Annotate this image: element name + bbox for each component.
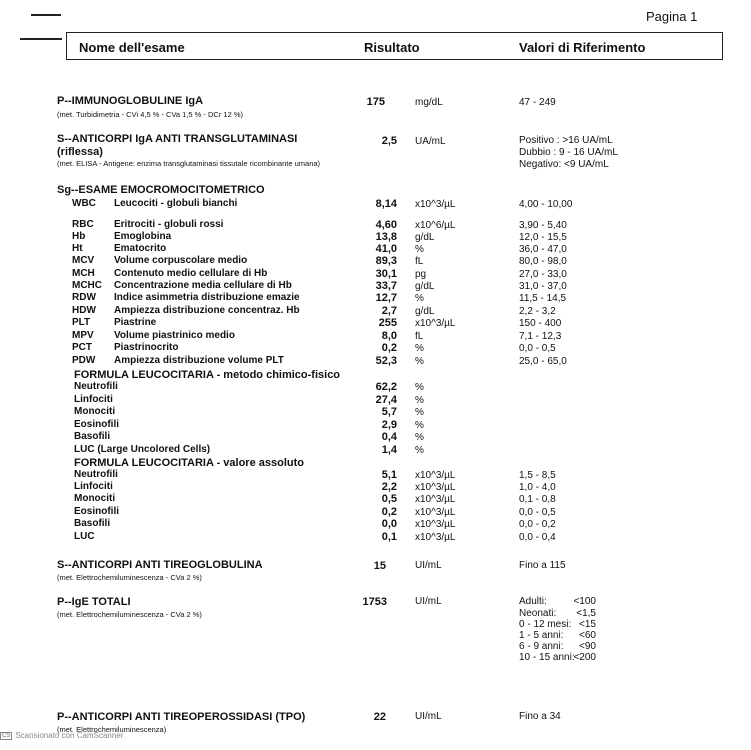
cbc-name: Concentrazione media cellulare di Hb bbox=[114, 280, 292, 291]
cbc-code: MPV bbox=[72, 330, 94, 341]
column-header-box bbox=[66, 32, 723, 60]
test-unit: UI/mL bbox=[415, 596, 442, 607]
cbc-name: Volume piastrinico medio bbox=[114, 330, 235, 341]
cbc-reference: 11,5 - 14,5 bbox=[519, 293, 567, 304]
test-method: (met. Elettrochemiluminescenza - CVa 2 %) bbox=[57, 610, 202, 619]
formula-pct-unit: % bbox=[415, 395, 424, 406]
formula-abs-name: Monociti bbox=[74, 493, 116, 504]
formula-pct-name: Monociti bbox=[74, 406, 116, 417]
cbc-code: MCV bbox=[72, 255, 95, 266]
formula-abs-unit: x10^3/µL bbox=[415, 494, 456, 505]
formula-pct-name: LUC (Large Uncolored Cells) bbox=[74, 444, 211, 455]
formula-pct-unit: % bbox=[415, 445, 424, 456]
formula-pct-name: Eosinofili bbox=[74, 419, 119, 430]
reference-line: Dubbio : 9 - 16 UA/mL bbox=[519, 147, 618, 158]
ige-ref-label: Adulti: bbox=[519, 596, 547, 607]
cbc-code: MCHC bbox=[72, 280, 102, 291]
cbc-unit: fL bbox=[415, 256, 424, 267]
formula-abs-unit: x10^3/µL bbox=[415, 532, 456, 543]
cbc-unit: g/dL bbox=[415, 281, 435, 292]
cbc-reference: 7,1 - 12,3 bbox=[519, 331, 562, 342]
cbc-name: Contenuto medio cellulare di Hb bbox=[114, 268, 268, 279]
cbc-code: Hb bbox=[72, 231, 86, 242]
test-method: (met. Elettrochemiluminescenza - CVa 2 %) bbox=[57, 573, 202, 582]
cbc-result: 8,14 bbox=[375, 198, 397, 210]
test-method: (met. ELISA - Antigene: enzima transglutaminasi tissutale ricombinante umana) bbox=[57, 159, 321, 168]
formula-abs-reference: 1,0 - 4,0 bbox=[519, 482, 556, 493]
test-title: P--IMMUNOGLOBULINE IgA bbox=[57, 95, 204, 107]
cbc-unit: pg bbox=[415, 269, 427, 280]
cbc-unit: x10^3/µL bbox=[415, 199, 456, 210]
formula-pct-name: Neutrofili bbox=[74, 381, 118, 392]
cbc-unit: % bbox=[415, 356, 424, 367]
test-title: S--ANTICORPI ANTI TIREOGLOBULINA bbox=[57, 559, 263, 571]
cbc-result: 0,2 bbox=[381, 342, 397, 354]
formula-pct-unit: % bbox=[415, 382, 424, 393]
cbc-reference: 31,0 - 37,0 bbox=[519, 281, 567, 292]
margin-rule-bottom bbox=[20, 38, 62, 40]
cbc-code: MCH bbox=[72, 268, 95, 279]
cbc-unit: % bbox=[415, 293, 424, 304]
scan-footer-text: Scansionato con CamScanner bbox=[15, 731, 124, 740]
ige-ref-label: Neonati: bbox=[519, 608, 557, 619]
column-header-result: Risultato bbox=[364, 40, 420, 55]
formula-abs-reference: 0,0 - 0,5 bbox=[519, 507, 556, 518]
cbc-result: 255 bbox=[378, 317, 397, 329]
cbc-reference: 12,0 - 15,5 bbox=[519, 232, 567, 243]
ige-ref-value: <1,5 bbox=[576, 608, 596, 619]
cbc-name: Emoglobina bbox=[114, 231, 172, 242]
test-result: 22 bbox=[373, 711, 386, 723]
formula-abs-name: LUC bbox=[74, 531, 95, 542]
cbc-code: HDW bbox=[72, 305, 96, 316]
formula-abs-reference: 0,0 - 0,4 bbox=[519, 532, 556, 543]
cbc-unit: g/dL bbox=[415, 306, 435, 317]
formula-pct-result: 1,4 bbox=[381, 444, 397, 456]
ige-ref-value: <100 bbox=[573, 596, 596, 607]
test-result: 2,5 bbox=[381, 135, 397, 147]
formula-abs-unit: x10^3/µL bbox=[415, 482, 456, 493]
formula-pct-unit: % bbox=[415, 420, 424, 431]
test-reference: 47 - 249 bbox=[519, 97, 556, 108]
reference-line: Negativo: <9 UA/mL bbox=[519, 159, 609, 170]
reference-line: Positivo : >16 UA/mL bbox=[519, 135, 613, 146]
cbc-code: PCT bbox=[72, 342, 92, 353]
column-header-test: Nome dell'esame bbox=[79, 40, 185, 55]
test-result: 1753 bbox=[362, 596, 387, 608]
formula-abs-result: 0,0 bbox=[381, 518, 397, 530]
formula-pct-title: FORMULA LEUCOCITARIA - metodo chimico-fisico bbox=[74, 369, 341, 381]
formula-abs-name: Linfociti bbox=[74, 481, 113, 492]
formula-abs-result: 0,5 bbox=[381, 493, 397, 505]
cbc-unit: % bbox=[415, 244, 424, 255]
column-header-reference: Valori di Riferimento bbox=[519, 40, 646, 55]
formula-abs-reference: 0,0 - 0,2 bbox=[519, 519, 556, 530]
ige-ref-value: <90 bbox=[579, 641, 596, 652]
test-reference: Fino a 34 bbox=[519, 711, 561, 722]
formula-abs-name: Eosinofili bbox=[74, 506, 119, 517]
cbc-code: Ht bbox=[72, 243, 83, 254]
test-method: (met. Elettrochemiluminescenza) bbox=[57, 725, 167, 734]
formula-pct-result: 2,9 bbox=[381, 419, 397, 431]
cbc-name: Piastrinocrito bbox=[114, 342, 179, 353]
formula-pct-unit: % bbox=[415, 407, 424, 418]
margin-rule-top bbox=[31, 14, 61, 16]
formula-abs-unit: x10^3/µL bbox=[415, 470, 456, 481]
formula-abs-reference: 1,5 - 8,5 bbox=[519, 470, 556, 481]
ige-ref-value: <15 bbox=[579, 619, 596, 630]
cbc-result: 4,60 bbox=[375, 219, 397, 231]
formula-abs-unit: x10^3/µL bbox=[415, 519, 456, 530]
formula-abs-name: Neutrofili bbox=[74, 469, 118, 480]
test-unit: UA/mL bbox=[415, 136, 446, 147]
cbc-reference: 3,90 - 5,40 bbox=[519, 220, 567, 231]
cbc-name: Piastrine bbox=[114, 317, 157, 328]
cbc-result: 12,7 bbox=[375, 292, 397, 304]
cbc-name: Indice asimmetria distribuzione emazie bbox=[114, 292, 300, 303]
test-unit: UI/mL bbox=[415, 711, 442, 722]
ige-ref-label: 1 - 5 anni: bbox=[519, 630, 564, 641]
formula-pct-name: Basofili bbox=[74, 431, 111, 442]
cbc-unit: g/dL bbox=[415, 232, 435, 243]
cbc-reference: 2,2 - 3,2 bbox=[519, 306, 556, 317]
camscanner-logo: CS bbox=[2, 732, 11, 739]
test-result: 15 bbox=[373, 560, 386, 572]
cbc-name: Leucociti - globuli bianchi bbox=[114, 198, 238, 209]
cbc-code: RDW bbox=[72, 292, 96, 303]
cbc-name: Ematocrito bbox=[114, 243, 167, 254]
cbc-reference: 80,0 - 98,0 bbox=[519, 256, 567, 267]
page-number: Pagina 1 bbox=[646, 9, 698, 24]
cbc-code: PLT bbox=[72, 317, 91, 328]
cbc-unit: fL bbox=[415, 331, 424, 342]
cbc-code: WBC bbox=[72, 198, 96, 209]
formula-pct-name: Linfociti bbox=[74, 394, 113, 405]
formula-pct-result: 62,2 bbox=[375, 381, 397, 393]
formula-pct-result: 27,4 bbox=[375, 394, 397, 406]
test-method: (met. Turbidimetria - CVi 4,5 % - CVa 1,5 % - DCr 12 %) bbox=[57, 110, 244, 119]
cbc-code: RBC bbox=[72, 219, 94, 230]
formula-pct-unit: % bbox=[415, 432, 424, 443]
formula-abs-unit: x10^3/µL bbox=[415, 507, 456, 518]
cbc-reference: 150 - 400 bbox=[519, 318, 562, 329]
cbc-code: PDW bbox=[72, 355, 96, 366]
ige-ref-value: <200 bbox=[573, 652, 596, 663]
cbc-reference: 36,0 - 47,0 bbox=[519, 244, 567, 255]
formula-pct-result: 0,4 bbox=[381, 431, 397, 443]
cbc-result: 33,7 bbox=[375, 280, 397, 292]
cbc-reference: 4,00 - 10,00 bbox=[519, 199, 573, 210]
cbc-result: 8,0 bbox=[381, 330, 397, 342]
test-subtitle: (riflessa) bbox=[57, 146, 103, 158]
test-unit: mg/dL bbox=[415, 97, 443, 108]
cbc-reference: 25,0 - 65,0 bbox=[519, 356, 567, 367]
scan-footer bbox=[0, 731, 123, 740]
cbc-unit: % bbox=[415, 343, 424, 354]
cbc-reference: 0,0 - 0,5 bbox=[519, 343, 556, 354]
test-title: P--IgE TOTALI bbox=[57, 596, 131, 608]
test-title: S--ANTICORPI IgA ANTI TRANSGLUTAMINASI bbox=[57, 133, 298, 145]
cbc-name: Ampiezza distribuzione volume PLT bbox=[114, 355, 284, 366]
cbc-unit: x10^3/µL bbox=[415, 318, 456, 329]
cbc-unit: x10^6/µL bbox=[415, 220, 456, 231]
test-result: 175 bbox=[366, 96, 385, 108]
test-title: Sg--ESAME EMOCROMOCITOMETRICO bbox=[57, 184, 265, 196]
ige-ref-label: 10 - 15 anni: bbox=[519, 652, 575, 663]
cbc-result: 2,7 bbox=[381, 305, 397, 317]
ige-ref-label: 6 - 9 anni: bbox=[519, 641, 564, 652]
cbc-name: Eritrociti - globuli rossi bbox=[114, 219, 224, 230]
cbc-result: 30,1 bbox=[375, 268, 397, 280]
formula-abs-result: 0,1 bbox=[381, 531, 397, 543]
formula-abs-title: FORMULA LEUCOCITARIA - valore assoluto bbox=[74, 457, 304, 469]
formula-abs-result: 0,2 bbox=[381, 506, 397, 518]
test-reference: Fino a 115 bbox=[519, 560, 566, 571]
test-title: P--ANTICORPI ANTI TIREOPEROSSIDASI (TPO) bbox=[57, 711, 306, 723]
formula-abs-name: Basofili bbox=[74, 518, 111, 529]
test-unit: UI/mL bbox=[415, 560, 442, 571]
ige-ref-label: 0 - 12 mesi: bbox=[519, 619, 572, 630]
cbc-name: Ampiezza distribuzione concentraz. Hb bbox=[114, 305, 300, 316]
formula-abs-result: 5,1 bbox=[381, 469, 397, 481]
cbc-name: Volume corpuscolare medio bbox=[114, 255, 248, 266]
cbc-result: 13,8 bbox=[375, 231, 397, 243]
formula-abs-result: 2,2 bbox=[381, 481, 397, 493]
cbc-reference: 27,0 - 33,0 bbox=[519, 269, 567, 280]
cbc-result: 89,3 bbox=[375, 255, 397, 267]
formula-pct-result: 5,7 bbox=[381, 406, 397, 418]
cbc-result: 41,0 bbox=[375, 243, 397, 255]
cbc-result: 52,3 bbox=[375, 355, 397, 367]
formula-abs-reference: 0,1 - 0,8 bbox=[519, 494, 556, 505]
ige-ref-value: <60 bbox=[579, 630, 596, 641]
